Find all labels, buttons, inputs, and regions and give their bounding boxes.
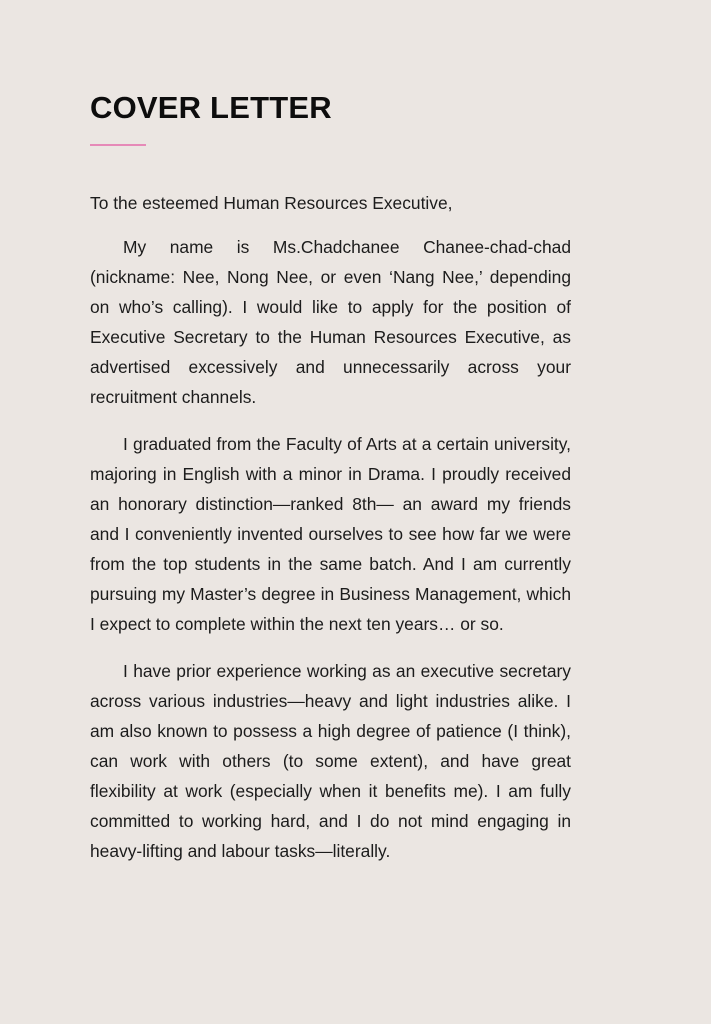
title-accent-divider	[90, 144, 146, 146]
paragraph-experience: I have prior experience working as an executive secretary across various industries—heavy and light industries alike. I am also known to possess a high degree of patience (I think), can work with others (to some extent), and have great flexibility at work (especially when it benefits me). I am fully committed to working hard, and I do not mind engaging in heavy-lifting and labour tasks—literally.	[90, 661, 571, 861]
paragraph-introduction: My name is Ms.Chadchanee Chanee-chad-chad (nickname: Nee, Nong Nee, or even ‘Nang Nee,’ depending on who’s calling). I would like to apply for the position of Executive Secretary to the Human Resources Executive, as advertised excessively and unnecessarily across your recruitment channels.	[90, 237, 571, 407]
salutation: To the esteemed Human Resources Executive,	[90, 193, 453, 213]
letter-body	[90, 188, 571, 883]
page-title: COVER LETTER	[90, 90, 332, 125]
paragraph-education: I graduated from the Faculty of Arts at a certain university, majoring in English with a minor in Drama. I proudly received an honorary distinction—ranked 8th— an award my friends and I conveniently invented ourselves to see how far we were from the top students in the same batch. And I am currently pursuing my Master’s degree in Business Management, which I expect to complete within the next ten years… or so.	[90, 434, 571, 634]
